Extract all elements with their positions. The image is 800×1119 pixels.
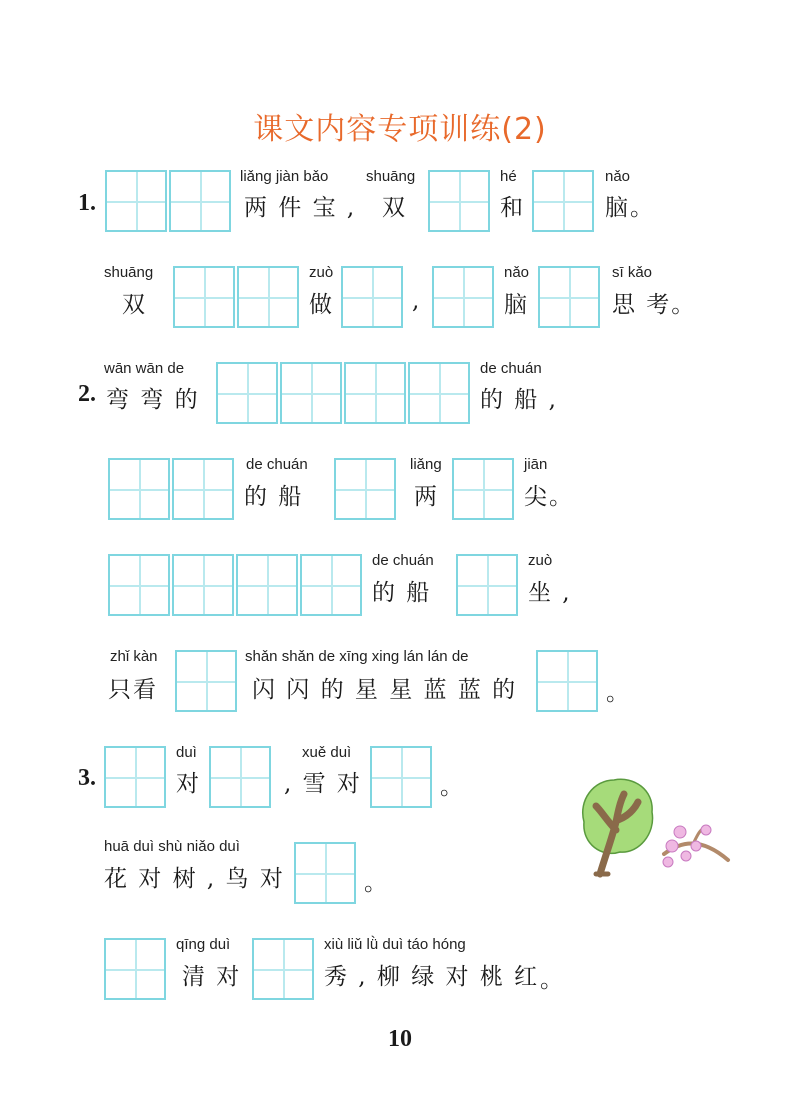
write-box[interactable]	[334, 458, 396, 520]
hanzi: 双	[382, 195, 407, 221]
punctuation: 。	[540, 967, 565, 993]
pinyin: nǎo	[605, 168, 631, 185]
write-box[interactable]	[175, 650, 237, 712]
write-box[interactable]	[105, 170, 167, 232]
hanzi: 清 对	[182, 964, 242, 990]
pinyin: wān wān de	[104, 360, 185, 377]
write-box[interactable]	[169, 170, 231, 232]
blossom-branch-icon	[663, 825, 728, 867]
hanzi: 两	[414, 484, 439, 510]
punctuation: 。	[606, 680, 631, 706]
hanzi: 尖。	[524, 484, 574, 510]
pinyin: nǎo	[504, 264, 530, 281]
pinyin: de chuán	[372, 552, 434, 569]
write-box[interactable]	[172, 554, 234, 616]
write-box[interactable]	[252, 938, 314, 1000]
write-box[interactable]	[370, 746, 432, 808]
pinyin: liǎng jiàn bǎo	[240, 168, 329, 185]
write-box[interactable]	[108, 554, 170, 616]
pinyin: liǎng	[410, 456, 442, 473]
write-box[interactable]	[173, 266, 235, 328]
hanzi: 双	[122, 292, 147, 318]
hanzi: 只看	[108, 677, 158, 703]
hanzi: , 雪 对	[284, 771, 362, 797]
tree-icon	[583, 779, 653, 874]
pinyin: sī kǎo	[612, 264, 653, 281]
pinyin: de chuán	[480, 360, 542, 377]
pinyin: duì	[176, 744, 197, 761]
write-box[interactable]	[532, 170, 594, 232]
page-number: 10	[388, 1026, 412, 1052]
punctuation: 。	[364, 870, 389, 896]
hanzi: 坐 ,	[528, 580, 572, 606]
write-box[interactable]	[432, 266, 494, 328]
pinyin: huā duì shù niǎo duì	[104, 838, 240, 855]
write-box[interactable]	[344, 362, 406, 424]
write-box[interactable]	[280, 362, 342, 424]
hanzi: 和	[500, 195, 525, 221]
pinyin: xiù liǔ lǜ duì táo hóng	[324, 936, 466, 953]
pinyin: zuò	[309, 264, 334, 281]
hanzi: 做	[309, 292, 334, 318]
write-box[interactable]	[538, 266, 600, 328]
write-box[interactable]	[341, 266, 403, 328]
write-box[interactable]	[172, 458, 234, 520]
hanzi: 思 考。	[612, 292, 697, 318]
hanzi: 两 件 宝 ,	[244, 195, 357, 221]
write-box[interactable]	[452, 458, 514, 520]
write-box[interactable]	[104, 746, 166, 808]
pinyin: qīng duì	[176, 936, 231, 953]
punctuation: ,	[412, 288, 422, 314]
write-box[interactable]	[209, 746, 271, 808]
write-box[interactable]	[108, 458, 170, 520]
pinyin: hé	[500, 168, 517, 185]
write-box[interactable]	[216, 362, 278, 424]
hanzi: 脑	[504, 292, 529, 318]
hanzi: 的 船	[244, 484, 304, 510]
pinyin: jiān	[524, 456, 548, 473]
pinyin: shuāng	[366, 168, 416, 185]
hanzi: 的 船	[372, 580, 432, 606]
hanzi: 的 船 ,	[480, 387, 558, 413]
hanzi: 脑。	[605, 195, 655, 221]
pinyin: shuāng	[104, 264, 154, 281]
write-box[interactable]	[104, 938, 166, 1000]
pinyin: zuò	[528, 552, 553, 569]
write-box[interactable]	[300, 554, 362, 616]
question-number-2: 2.	[78, 381, 96, 407]
tree-and-blossom-illustration	[576, 772, 734, 880]
write-box[interactable]	[456, 554, 518, 616]
question-number-1: 1.	[78, 190, 96, 216]
question-number-3: 3.	[78, 765, 96, 791]
pinyin: de chuán	[246, 456, 308, 473]
hanzi: 对	[176, 771, 201, 797]
write-box[interactable]	[294, 842, 356, 904]
write-box[interactable]	[428, 170, 490, 232]
page-title: 课文内容专项训练(2)	[253, 112, 547, 147]
pinyin: shǎn shǎn de xīng xing lán lán de	[245, 648, 469, 665]
write-box[interactable]	[536, 650, 598, 712]
punctuation: 。	[440, 774, 465, 800]
write-box[interactable]	[237, 266, 299, 328]
hanzi: 花 对 树 , 鸟 对	[104, 866, 285, 892]
hanzi: 秀 , 柳 绿 对 桃 红	[324, 964, 540, 990]
hanzi: 闪 闪 的 星 星 蓝 蓝 的	[252, 677, 518, 703]
pinyin: xuě duì	[302, 744, 352, 761]
hanzi: 弯 弯 的	[106, 387, 200, 413]
write-box[interactable]	[236, 554, 298, 616]
write-box[interactable]	[408, 362, 470, 424]
pinyin: zhǐ kàn	[110, 648, 158, 665]
